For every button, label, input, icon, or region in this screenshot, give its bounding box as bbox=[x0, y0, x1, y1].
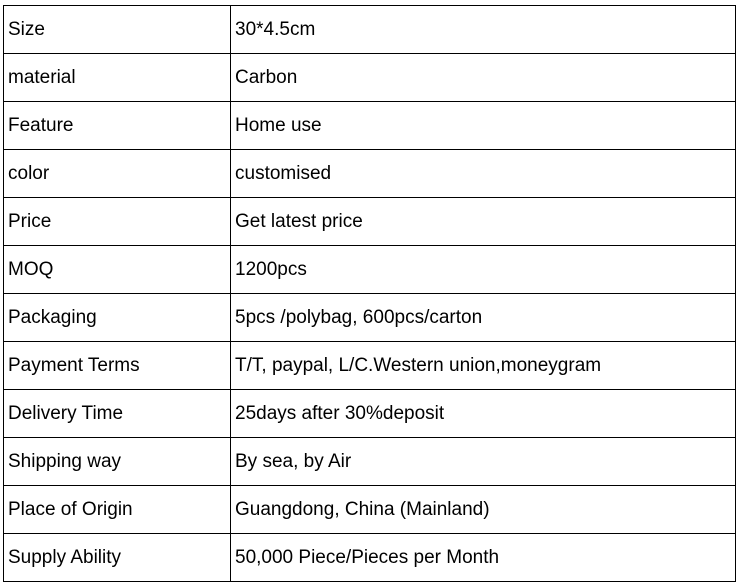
spec-label: Place of Origin bbox=[4, 486, 231, 534]
spec-value: 30*4.5cm bbox=[231, 6, 736, 54]
spec-label: Shipping way bbox=[4, 438, 231, 486]
spec-label: material bbox=[4, 54, 231, 102]
spec-value: 25days after 30%deposit bbox=[231, 390, 736, 438]
table-row bbox=[4, 534, 736, 582]
table-row bbox=[4, 150, 736, 198]
spec-value: T/T, paypal, L/C.Western union,moneygram bbox=[231, 342, 736, 390]
spec-label: Feature bbox=[4, 102, 231, 150]
table-row bbox=[4, 438, 736, 486]
spec-value: Guangdong, China (Mainland) bbox=[231, 486, 736, 534]
spec-value: 5pcs /polybag, 600pcs/carton bbox=[231, 294, 736, 342]
table-row bbox=[4, 294, 736, 342]
spec-value: 50,000 Piece/Pieces per Month bbox=[231, 534, 736, 582]
spec-label: Size bbox=[4, 6, 231, 54]
spec-label: Payment Terms bbox=[4, 342, 231, 390]
table-row bbox=[4, 342, 736, 390]
table-row bbox=[4, 102, 736, 150]
table-row bbox=[4, 6, 736, 54]
spec-label: Price bbox=[4, 198, 231, 246]
spec-label: Delivery Time bbox=[4, 390, 231, 438]
table-row bbox=[4, 54, 736, 102]
spec-value: By sea, by Air bbox=[231, 438, 736, 486]
spec-label: Packaging bbox=[4, 294, 231, 342]
table-row bbox=[4, 486, 736, 534]
spec-value: customised bbox=[231, 150, 736, 198]
spec-value: Get latest price bbox=[231, 198, 736, 246]
table-row bbox=[4, 246, 736, 294]
table-row bbox=[4, 390, 736, 438]
table-row bbox=[4, 198, 736, 246]
spec-value: Carbon bbox=[231, 54, 736, 102]
spec-value: 1200pcs bbox=[231, 246, 736, 294]
spec-label: color bbox=[4, 150, 231, 198]
product-spec-table bbox=[3, 5, 736, 582]
spec-label: Supply Ability bbox=[4, 534, 231, 582]
spec-label: MOQ bbox=[4, 246, 231, 294]
spec-value: Home use bbox=[231, 102, 736, 150]
